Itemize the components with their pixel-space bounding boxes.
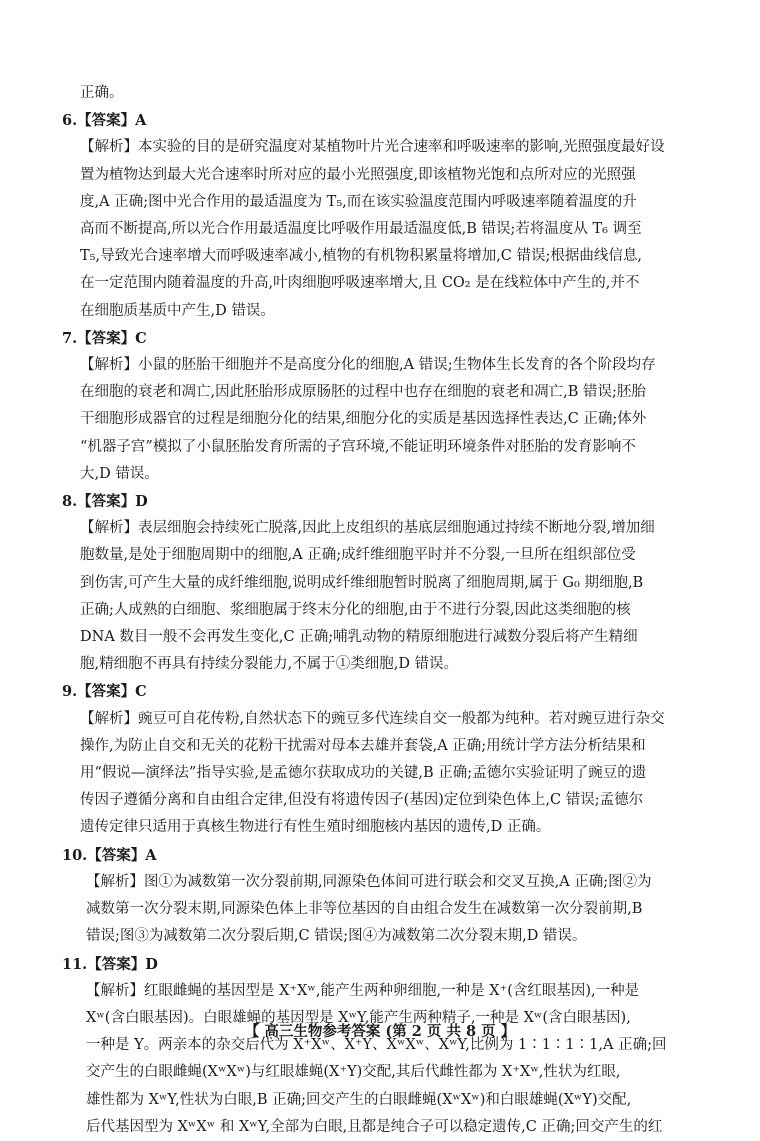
text-line: 到伤害,可产生大量的成纤维细胞,说明成纤维细胞暂时脱离了细胞周期,属于 G₀ 期细胞,B xyxy=(80,574,644,591)
text-line: 遗传定律只适用于真核生物进行有性生殖时细胞核内基因的遗传,D 正确。 xyxy=(80,819,551,836)
text-line: 在细胞的衰老和凋亡,因此胚胎形成原肠胚的过程中也存在细胞的衰老和凋亡,B 错误;胚胎 xyxy=(80,384,646,401)
text-line: 【解析】表层细胞会持续死亡脱落,因此上皮组织的基底层细胞通过持续不断地分裂,增加细 xyxy=(80,520,655,537)
text-line: 在一定范围内随着温度的升高,叶肉细胞呼吸速率增大,且 CO₂ 是在线粒体中产生的,并不 xyxy=(80,275,640,292)
text-line: 【解析】图①为减数第一次分裂前期,同源染色体间可进行联会和交叉互换,A 正确;图②为 xyxy=(86,873,652,890)
answer-text-body xyxy=(62,80,702,1141)
text-line: 干细胞形成器官的过程是细胞分化的结果,细胞分化的实质是基因选择性表达,C 正确;体外 xyxy=(80,411,647,428)
text-line: 雄性都为 XʷY,性状为白眼,B 正确;回交产生的白眼雌蝇(XʷXʷ)和白眼雄蝇(XʷY)交配, xyxy=(86,1091,632,1108)
text-line: 【解析】小鼠的胚胎干细胞并不是高度分化的细胞,A 错误;生物体生长发育的各个阶段均存 xyxy=(80,357,656,374)
text-line: 交产生的白眼雌蝇(XʷXʷ)与红眼雄蝇(X⁺Y)交配,其后代雌性都为 X⁺Xʷ,性状为红眼, xyxy=(86,1064,621,1081)
text-line: 胞,精细胞不再具有持续分裂能力,不属于①类细胞,D 错误。 xyxy=(80,656,459,673)
text-line: 用“假说—演绎法”指导实验,是孟德尔获取成功的关键,B 正确;孟德尔实验证明了豌豆的遗 xyxy=(80,765,647,782)
text-line: 正确。 xyxy=(80,85,124,101)
answer-heading: 6.【答案】A xyxy=(62,112,147,130)
text-line: 高而不断提高,所以光合作用最适温度比呼吸作用最适温度低,B 错误;若将温度从 T₆ 调至 xyxy=(80,221,642,238)
answer-heading: 7.【答案】C xyxy=(62,329,147,347)
text-line: 置为植物达到最大光合速率时所对应的最小光照强度,即该植物光饱和点所对应的光照强 xyxy=(80,166,636,183)
text-line: 传因子遵循分离和自由组合定律,但没有将遗传因子(基因)定位到染色体上,C 错误;孟德尔 xyxy=(80,792,644,809)
answer-heading: 11.【答案】D xyxy=(62,955,158,973)
text-line: “机器子宫”模拟了小鼠胚胎发育所需的子宫环境,不能证明环境条件对胚胎的发育影响不 xyxy=(80,438,636,455)
text-line: 正确;人成熟的白细胞、浆细胞属于终末分化的细胞,由于不进行分裂,因此这类细胞的核 xyxy=(80,601,631,618)
text-line: 【解析】豌豆可自花传粉,自然状态下的豌豆多代连续自交一般都为纯种。若对豌豆进行杂交 xyxy=(80,710,665,727)
text-line: Xʷ(含白眼基因)。白眼雄蝇的基因型是 XʷY,能产生两种精子,一种是 Xʷ(含白眼基因), xyxy=(86,1009,631,1026)
text-line: 胞数量,是处于细胞周期中的细胞,A 正确;成纤维细胞平时并不分裂,一旦所在组织部位受 xyxy=(80,547,636,564)
text-line: DNA 数目一般不会再发生变化,C 正确;哺乳动物的精原细胞进行减数分裂后将产生精细 xyxy=(80,629,638,646)
answer-heading: 9.【答案】C xyxy=(62,683,147,701)
text-line: 【解析】本实验的目的是研究温度对某植物叶片光合速率和呼吸速率的影响,光照强度最好设 xyxy=(80,139,665,156)
answer-heading: 8.【答案】D xyxy=(62,493,148,511)
text-line: 在细胞质基质中产生,D 错误。 xyxy=(80,302,275,319)
text-line: 【解析】红眼雌蝇的基因型是 X⁺Xʷ,能产生两种卵细胞,一种是 X⁺(含红眼基因),一种是 xyxy=(86,982,640,999)
text-line: 操作,为防止自交和无关的花粉干扰需对母本去雄并套袋,A 正确;用统计学方法分析结果和 xyxy=(80,737,646,754)
answer-heading: 10.【答案】A xyxy=(62,846,157,864)
page-footer: 【 高三生物参考答案 (第 2 页 共 8 页 】 xyxy=(244,1023,516,1040)
text-line: T₅,导致光合速率增大而呼吸速率减小,植物的有机物积累量将增加,C 错误;根据曲线信息, xyxy=(80,248,643,265)
text-line: 大,D 错误。 xyxy=(80,465,159,482)
text-line: 错误;图③为减数第二次分裂后期,C 错误;图④为减数第二次分裂末期,D 错误。 xyxy=(86,928,587,945)
text-line: 度,A 正确;图中光合作用的最适温度为 T₅,而在该实验温度范围内呼吸速率随着温度的升 xyxy=(80,193,637,210)
text-line: 减数第一次分裂末期,同源染色体上非等位基因的自由组合发生在减数第一次分裂前期,B xyxy=(86,901,643,918)
text-line: 一种是 Y。两亲本的杂交后代为 X⁺Xʷ、X⁺Y、XʷXʷ、XʷY,比例为 1∶1∶1∶1,A 正确;回 xyxy=(86,1037,667,1054)
text-line: 后代基因型为 XʷXʷ 和 XʷY,全部为白眼,且都是纯合子可以稳定遗传,C 正确;回交产生的红 xyxy=(86,1118,663,1135)
